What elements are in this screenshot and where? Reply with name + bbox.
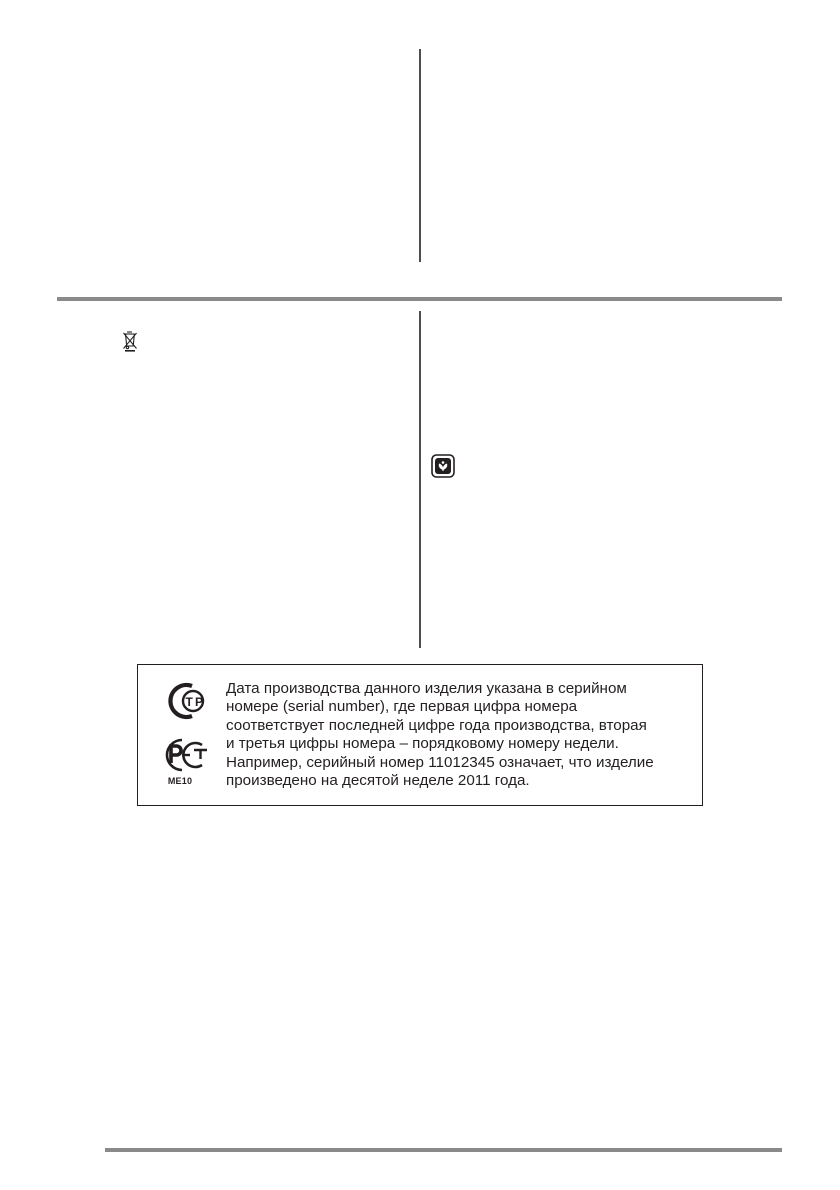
middle-column-divider <box>419 311 421 648</box>
svg-text:Т: Т <box>185 695 193 709</box>
top-column-divider <box>419 49 421 262</box>
production-date-explanation: Дата производства данного изделия указана в серийном номере (serial number), где первая цифра номера соответствует последней цифре года производства, вторая и третья цифры номера – порядковому номеру недели. Например, серийный номер 11012345 означает, что изделие произведено на десятой неделе 2011 года. <box>226 680 654 790</box>
certification-body-code: ME10 <box>167 776 193 786</box>
production-date-info-box <box>137 664 703 806</box>
svg-text:Р: Р <box>195 695 204 709</box>
section-divider <box>57 297 782 301</box>
eac-conformity-mark-icon <box>158 681 210 721</box>
footer-rule <box>105 1148 782 1152</box>
eco-symbol-icon <box>431 454 455 478</box>
pct-certification-mark-icon <box>158 737 210 773</box>
weee-bin-icon <box>122 330 138 352</box>
